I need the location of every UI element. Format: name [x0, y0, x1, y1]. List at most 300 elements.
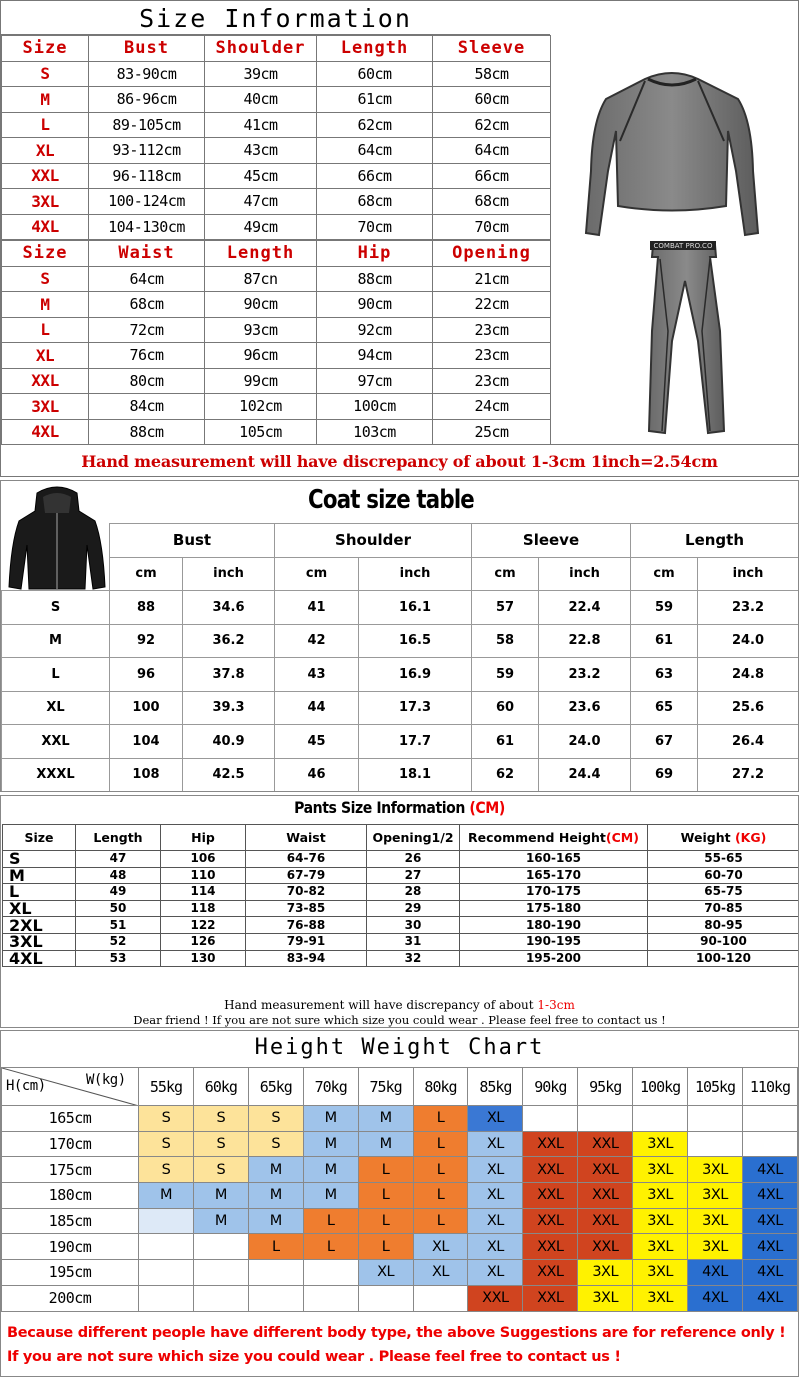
table-row — [2, 343, 551, 369]
size-cell — [742, 1106, 797, 1132]
table-cell: 24.4 — [539, 758, 631, 792]
table-cell: 88cm — [89, 419, 205, 445]
size-cell: M — [358, 1106, 413, 1132]
table-cell: 88cm — [317, 266, 433, 292]
table-cell: 22.8 — [539, 624, 631, 658]
table-row — [3, 900, 799, 917]
size-cell: XL — [468, 1183, 523, 1209]
size-label: S — [2, 61, 89, 87]
table-cell: 83-94 — [246, 950, 367, 967]
table-cell: 70cm — [433, 214, 551, 240]
table-cell: 51 — [76, 917, 161, 934]
table-cell: 79-91 — [246, 933, 367, 950]
table-cell: 90cm — [317, 292, 433, 318]
pants-contact-note: Dear friend ! If you are not sure which size you could wear . Please feel free to contact us ! — [133, 1013, 666, 1027]
column-header: Length — [317, 36, 433, 62]
top-size-table — [1, 35, 551, 240]
table-cell: 90-100 — [648, 933, 799, 950]
table-row — [2, 368, 551, 394]
size-cell: 3XL — [633, 1131, 688, 1157]
table-cell: 26.4 — [698, 725, 799, 759]
unit-header: inch — [698, 557, 799, 591]
table-cell: 57 — [472, 591, 539, 625]
weight-header: 55kg — [139, 1068, 194, 1106]
table-cell: 58 — [472, 624, 539, 658]
size-cell — [742, 1131, 797, 1157]
unit-header: cm — [275, 557, 359, 591]
size-cell: S — [193, 1157, 248, 1183]
table-cell: 42 — [275, 624, 359, 658]
size-cell: 3XL — [578, 1260, 633, 1286]
table-cell: 86-96cm — [89, 87, 205, 113]
table-cell: 68cm — [89, 292, 205, 318]
table-cell: 100 — [110, 691, 183, 725]
table-cell: 27 — [367, 867, 460, 884]
contact-note: If you are not sure which size you could wear . Please feel free to contact us ! — [7, 1349, 621, 1365]
table-cell: 87cn — [205, 266, 317, 292]
size-cell — [413, 1285, 468, 1311]
size-cell: S — [193, 1131, 248, 1157]
table-cell: 93cm — [205, 317, 317, 343]
size-cell: XL — [413, 1260, 468, 1286]
table-cell: 43 — [275, 658, 359, 692]
table-cell: 55-65 — [648, 851, 799, 868]
table-cell: 36.2 — [183, 624, 275, 658]
table-cell: 92cm — [317, 317, 433, 343]
table-cell: 100-120 — [648, 950, 799, 967]
weight-header: 100kg — [633, 1068, 688, 1106]
table-row — [2, 1106, 798, 1132]
column-header: Size — [2, 241, 89, 267]
size-cell: XL — [468, 1106, 523, 1132]
table-cell: 60 — [472, 691, 539, 725]
size-cell: 3XL — [633, 1260, 688, 1286]
size-cell: 4XL — [688, 1260, 743, 1286]
measurement-note: Hand measurement will have discrepancy of about 1-3cm 1inch=2.54cm — [1, 444, 798, 477]
unit-header: cm — [631, 557, 698, 591]
size-cell: L — [413, 1208, 468, 1234]
table-cell: 67 — [631, 725, 698, 759]
size-cell — [193, 1285, 248, 1311]
table-row — [2, 658, 799, 692]
size-cell — [248, 1285, 303, 1311]
table-cell: 64-76 — [246, 851, 367, 868]
table-cell: 90cm — [205, 292, 317, 318]
size-label: 3XL — [2, 189, 89, 215]
size-cell — [248, 1260, 303, 1286]
table-cell: 72cm — [89, 317, 205, 343]
size-cell: XL — [468, 1260, 523, 1286]
size-cell: M — [248, 1183, 303, 1209]
column-header: Shoulder — [205, 36, 317, 62]
table-cell: 175-180 — [460, 900, 648, 917]
table-cell: 31 — [367, 933, 460, 950]
table-cell: 18.1 — [359, 758, 472, 792]
weight-header: 90kg — [523, 1068, 578, 1106]
height-label: 180cm — [2, 1183, 139, 1209]
weight-header: 105kg — [688, 1068, 743, 1106]
size-label: XXL — [2, 368, 89, 394]
size-cell: 4XL — [742, 1234, 797, 1260]
table-cell: 40cm — [205, 87, 317, 113]
table-cell: 64cm — [317, 138, 433, 164]
size-cell: 3XL — [688, 1208, 743, 1234]
size-cell: M — [303, 1157, 358, 1183]
size-label: XL — [2, 138, 89, 164]
table-cell: 96-118cm — [89, 163, 205, 189]
table-cell: 104-130cm — [89, 214, 205, 240]
table-cell: 114 — [161, 884, 246, 901]
size-cell: 3XL — [688, 1183, 743, 1209]
table-cell: 96 — [110, 658, 183, 692]
table-cell: 103cm — [317, 419, 433, 445]
table-cell: 29 — [367, 900, 460, 917]
table-row — [2, 1131, 798, 1157]
table-cell: 23.2 — [539, 658, 631, 692]
size-cell: XXL — [578, 1183, 633, 1209]
table-row — [3, 867, 799, 884]
size-cell: 3XL — [688, 1157, 743, 1183]
corner-cell — [2, 1068, 139, 1106]
size-cell — [139, 1208, 194, 1234]
weight-header: 75kg — [358, 1068, 413, 1106]
size-cell: 4XL — [742, 1208, 797, 1234]
table-cell: 27.2 — [698, 758, 799, 792]
pants-measurement-note — [1, 998, 798, 1012]
size-cell: L — [358, 1157, 413, 1183]
table-cell: 23.6 — [539, 691, 631, 725]
table-cell: 24.0 — [698, 624, 799, 658]
size-label: 2XL — [3, 917, 76, 934]
table-cell: 40.9 — [183, 725, 275, 759]
size-cell: XXL — [578, 1157, 633, 1183]
table-cell: 195-200 — [460, 950, 648, 967]
size-cell: L — [413, 1157, 468, 1183]
weight-header: 85kg — [468, 1068, 523, 1106]
table-cell: 59 — [472, 658, 539, 692]
table-cell: 89-105cm — [89, 112, 205, 138]
table-cell: 65-75 — [648, 884, 799, 901]
pants-size-table — [2, 824, 799, 967]
size-cell: L — [413, 1131, 468, 1157]
table-row — [3, 933, 799, 950]
size-cell: XXL — [523, 1260, 578, 1286]
table-cell: 118 — [161, 900, 246, 917]
corner-cell — [2, 524, 110, 591]
height-label: 190cm — [2, 1234, 139, 1260]
unit-header: inch — [183, 557, 275, 591]
table-cell: 49 — [76, 884, 161, 901]
table-cell: 16.5 — [359, 624, 472, 658]
table-cell: 180-190 — [460, 917, 648, 934]
table-cell: 24.0 — [539, 725, 631, 759]
size-cell: L — [358, 1183, 413, 1209]
coat-size-table — [1, 523, 799, 792]
height-weight-table — [1, 1067, 798, 1312]
size-cell: XL — [468, 1157, 523, 1183]
size-cell: M — [248, 1208, 303, 1234]
product-images — [550, 1, 798, 444]
unit-header: cm — [110, 557, 183, 591]
height-axis-label: H(cm) — [6, 1078, 46, 1094]
height-label: 175cm — [2, 1157, 139, 1183]
column-header: Hip — [317, 241, 433, 267]
size-cell — [358, 1285, 413, 1311]
table-cell: 52 — [76, 933, 161, 950]
column-header: Sleeve — [433, 36, 551, 62]
size-cell: XXL — [468, 1285, 523, 1311]
table-cell: 68cm — [317, 189, 433, 215]
size-label: XXL — [2, 163, 89, 189]
size-label: XXL — [2, 725, 110, 759]
size-label: L — [2, 112, 89, 138]
table-cell: 47cm — [205, 189, 317, 215]
column-header: Waist — [246, 825, 367, 851]
column-header: Hip — [161, 825, 246, 851]
size-cell: 3XL — [633, 1157, 688, 1183]
table-cell: 21cm — [433, 266, 551, 292]
size-cell: L — [413, 1183, 468, 1209]
table-row — [2, 292, 551, 318]
size-information-section — [0, 0, 799, 477]
table-cell: 34.6 — [183, 591, 275, 625]
compression-shirt-image — [550, 1, 798, 444]
size-label: M — [2, 87, 89, 113]
table-cell: 59 — [631, 591, 698, 625]
table-cell: 84cm — [89, 394, 205, 420]
weight-header: 95kg — [578, 1068, 633, 1106]
table-cell: 100-124cm — [89, 189, 205, 215]
table-row — [2, 691, 799, 725]
size-label: XXXL — [2, 758, 110, 792]
table-cell: 165-170 — [460, 867, 648, 884]
size-cell: M — [193, 1183, 248, 1209]
table-row — [3, 917, 799, 934]
table-cell: 62 — [472, 758, 539, 792]
size-cell — [139, 1234, 194, 1260]
size-label: S — [2, 591, 110, 625]
table-cell: 66cm — [433, 163, 551, 189]
table-cell: 63 — [631, 658, 698, 692]
pants-title — [49, 796, 750, 822]
table-row — [2, 394, 551, 420]
table-cell: 130 — [161, 950, 246, 967]
size-label: 3XL — [3, 933, 76, 950]
table-cell: 76cm — [89, 343, 205, 369]
table-row — [2, 1183, 798, 1209]
table-cell: 23cm — [433, 317, 551, 343]
height-label: 170cm — [2, 1131, 139, 1157]
table-cell: 45cm — [205, 163, 317, 189]
table-cell: 88 — [110, 591, 183, 625]
table-row — [2, 1208, 798, 1234]
size-cell: XXL — [578, 1208, 633, 1234]
table-cell: 23cm — [433, 343, 551, 369]
size-cell: 4XL — [688, 1285, 743, 1311]
height-label: 195cm — [2, 1260, 139, 1286]
weight-header: 65kg — [248, 1068, 303, 1106]
table-cell: 39.3 — [183, 691, 275, 725]
weight-header: 80kg — [413, 1068, 468, 1106]
weight-header: 70kg — [303, 1068, 358, 1106]
size-cell: XXL — [578, 1234, 633, 1260]
height-label: 185cm — [2, 1208, 139, 1234]
table-cell: 93-112cm — [89, 138, 205, 164]
size-cell: XXL — [523, 1285, 578, 1311]
size-cell: XXL — [578, 1131, 633, 1157]
pants-note-value: 1-3cm — [537, 998, 575, 1012]
size-cell — [139, 1285, 194, 1311]
table-cell: 83-90cm — [89, 61, 205, 87]
table-row — [2, 1285, 798, 1311]
table-row — [2, 189, 551, 215]
table-row — [2, 725, 799, 759]
group-header: Sleeve — [472, 524, 631, 558]
size-cell — [688, 1106, 743, 1132]
size-cell: 3XL — [688, 1234, 743, 1260]
size-cell: 3XL — [633, 1234, 688, 1260]
table-cell: 67-79 — [246, 867, 367, 884]
table-cell: 80cm — [89, 368, 205, 394]
column-header: Size — [2, 36, 89, 62]
size-cell — [578, 1106, 633, 1132]
size-label: 4XL — [3, 950, 76, 967]
size-label: 4XL — [2, 419, 89, 445]
table-row — [2, 112, 551, 138]
weight-header — [648, 825, 799, 851]
table-cell: 62cm — [433, 112, 551, 138]
table-cell: 61cm — [317, 87, 433, 113]
table-cell: 61 — [631, 624, 698, 658]
table-cell: 160-165 — [460, 851, 648, 868]
weight-header-text: Weight — [680, 830, 735, 845]
table-row — [2, 87, 551, 113]
table-cell: 45 — [275, 725, 359, 759]
table-row — [3, 950, 799, 967]
table-cell: 105cm — [205, 419, 317, 445]
table-cell: 42.5 — [183, 758, 275, 792]
table-row — [3, 851, 799, 868]
size-cell: XL — [413, 1234, 468, 1260]
height-header-unit: (CM) — [605, 830, 639, 845]
pants-title-unit: (CM) — [469, 798, 505, 817]
size-cell: S — [248, 1106, 303, 1132]
unit-header: inch — [539, 557, 631, 591]
height-weight-section — [0, 1030, 799, 1377]
size-label: S — [3, 851, 76, 868]
table-cell: 22cm — [433, 292, 551, 318]
table-cell: 92 — [110, 624, 183, 658]
size-cell: S — [248, 1131, 303, 1157]
table-cell: 62cm — [317, 112, 433, 138]
size-cell: S — [139, 1131, 194, 1157]
pants-size-section — [0, 795, 799, 1028]
table-cell: 50 — [76, 900, 161, 917]
bottom-size-table — [1, 240, 551, 445]
size-cell — [193, 1260, 248, 1286]
table-cell: 16.9 — [359, 658, 472, 692]
group-header: Shoulder — [275, 524, 472, 558]
size-cell: M — [139, 1183, 194, 1209]
table-cell: 23cm — [433, 368, 551, 394]
table-cell: 37.8 — [183, 658, 275, 692]
table-cell: 60cm — [317, 61, 433, 87]
size-cell: M — [303, 1131, 358, 1157]
size-cell: XXL — [523, 1234, 578, 1260]
size-information-title: Size Information — [1, 1, 550, 35]
size-cell: S — [139, 1106, 194, 1132]
size-cell: XXL — [523, 1183, 578, 1209]
size-cell: 3XL — [633, 1285, 688, 1311]
table-cell: 104 — [110, 725, 183, 759]
table-cell: 53 — [76, 950, 161, 967]
size-cell — [303, 1260, 358, 1286]
table-cell: 70-85 — [648, 900, 799, 917]
table-row — [2, 163, 551, 189]
pants-note-text: Hand measurement will have discrepancy of about — [224, 998, 538, 1012]
table-row — [2, 419, 551, 445]
size-cell: L — [303, 1208, 358, 1234]
weight-header: 110kg — [742, 1068, 797, 1106]
table-cell: 28 — [367, 884, 460, 901]
table-row — [3, 884, 799, 901]
table-cell: 170-175 — [460, 884, 648, 901]
weight-axis-label: W(kg) — [86, 1072, 126, 1088]
table-cell: 30 — [367, 917, 460, 934]
table-cell: 49cm — [205, 214, 317, 240]
size-cell — [688, 1131, 743, 1157]
table-cell: 69 — [631, 758, 698, 792]
table-row — [2, 1157, 798, 1183]
table-cell: 24cm — [433, 394, 551, 420]
coat-table-title: Coat size table — [308, 485, 474, 515]
size-cell: 3XL — [578, 1285, 633, 1311]
height-header-text: Recommend Height — [468, 830, 606, 845]
size-label: M — [2, 624, 110, 658]
column-header: Opening1/2 — [367, 825, 460, 851]
table-cell: 25cm — [433, 419, 551, 445]
column-header: Bust — [89, 36, 205, 62]
size-cell: XL — [468, 1208, 523, 1234]
column-header: Waist — [89, 241, 205, 267]
size-cell: L — [358, 1208, 413, 1234]
size-cell: L — [303, 1234, 358, 1260]
reference-note: Because different people have different body type, the above Suggestions are for reference only ! — [7, 1325, 786, 1341]
size-cell: S — [139, 1157, 194, 1183]
table-cell: 190-195 — [460, 933, 648, 950]
table-cell: 126 — [161, 933, 246, 950]
table-cell: 66cm — [317, 163, 433, 189]
size-cell: 4XL — [742, 1285, 797, 1311]
size-cell: XXL — [523, 1157, 578, 1183]
pants-title-text: Pants Size Information — [294, 798, 465, 817]
table-cell: 43cm — [205, 138, 317, 164]
table-cell: 41cm — [205, 112, 317, 138]
size-cell: S — [193, 1106, 248, 1132]
size-label: XL — [3, 900, 76, 917]
table-cell: 102cm — [205, 394, 317, 420]
size-cell — [193, 1234, 248, 1260]
table-cell: 48 — [76, 867, 161, 884]
table-row — [2, 591, 799, 625]
table-cell: 70-82 — [246, 884, 367, 901]
table-cell: 16.1 — [359, 591, 472, 625]
size-label: M — [3, 867, 76, 884]
size-label: XL — [2, 343, 89, 369]
size-cell: XL — [468, 1234, 523, 1260]
chart-title: Height Weight Chart — [254, 1035, 545, 1060]
table-cell: 96cm — [205, 343, 317, 369]
